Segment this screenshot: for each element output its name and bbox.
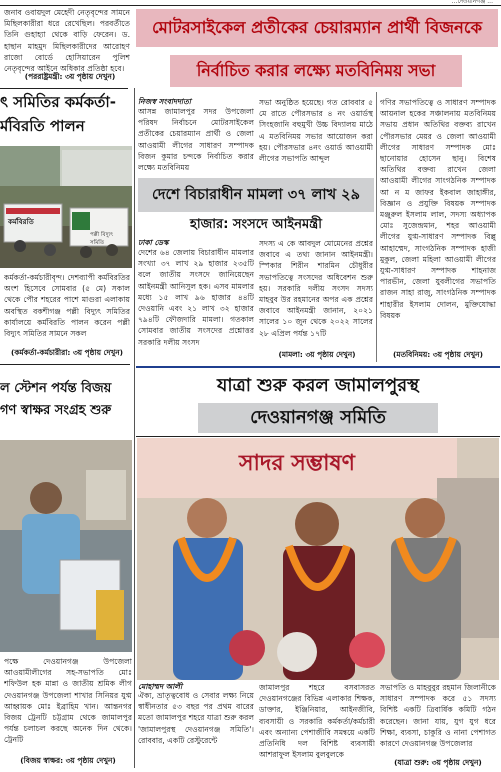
jatra-headline-line1: যাত্রা শুরু করল জামালপুরস্থ: [216, 375, 420, 396]
left-story-headline-line2: র্মবিরতি পালন: [0, 117, 85, 135]
left-story-headline-line1: ৎ সমিতির কর্মকর্তা-: [0, 93, 116, 111]
page-header: [0, 0, 501, 6]
left-photo-illustration: [0, 146, 132, 268]
case-byline: ঢাকা ডেস্ক: [138, 238, 169, 247]
candidate-col3: গণির সভাপতিত্বে ও সাধারণ সম্পাদক আয়নাল হকের সঞ্চালনায় মতবিনিময় সভায় প্রধান অতিথির বক্তব্য রাখেন পৌরসভার মেয়র ও জেলা আওয়ামী লীগের সাধারণ সম্পাদক মোঃ ছানোয়ার হোসেন ছানু। বিশেষ অতিথির বক্তব্য রাখেন জেলা আওয়ামী লীগের সাংগঠনিক সম্পাদক আ ন ম জাফর ইকবাল জাহাঙ্গীর, বিজ্ঞান ও প্রযুক্তি বিষয়ক সম্পাদক মঞ্জুরুল ইসলাম লাল, সদস্য অধ্যাপক মোঃ সুজেন্দ্রমান, শহর আওয়ামী লীগের যুগ্ম-সাধারণ সম্পাদক বিল্লু আহাম্মেদ, সাংগঠনিক সম্পাদক হাজী মুকুল, জেলা মহিলা আওয়ামী লীগের যুগ্ম-সাধারণ সম্পাদক শাহনাজ পারভীন, জেলা যুবলীগের সভাপতি রাজন সাহা রাজু, সাংগঠনিক সম্পাদক শাহারীর ইসলাম দোলন, মুক্তিযোদ্ধা বিষয়ক: [380, 98, 496, 320]
candidate-col2: সভা অনুষ্ঠিত হয়েছে। গত রোববার ৫ মে রাতে পৌরসভার ৪ নং ওয়ার্ডস্থ সিংহজানি বহুমুখী উচ্চ বিদ্যালয় মাঠে এ মতবিনিময় সভার আয়োজন করা হয়। পৌরসভার ৪নং ওয়ার্ড আওয়ামী লীগের সভাপতি আব্দুল: [259, 98, 373, 164]
top-left-text: জনাব ওবায়দুল মেহেদী নেতৃবৃন্দের সামনে মিছিলকারীরা ধরে রেখেছিল। পরবর্তীতে তিনি গুহাহ্যা থেকে বাড়ি ফেরেন। ড. হাছান মাহমুদ মিছিলকারীদের আরোহণ রাজো বোর্ডে হোসিয়ারেন পুলিশ নেতৃবৃন্দের আইনে অধিকার প্রতিষ্ঠা হবে।: [4, 8, 130, 74]
left-story-continued: (কর্মকর্তা-কর্মচারীরা: ৩য় পৃষ্ঠায় দেখুন): [10, 348, 124, 357]
station-photo-illustration: [0, 440, 132, 652]
top-headline-line1: মোটরসাইকেল প্রতীকের চেয়ারম্যান প্রার্থী বিজনকে: [136, 9, 498, 47]
case-subhead: হাজার: সংসদে আইনমন্ত্রী: [190, 217, 322, 232]
left-photo-sign2: পল্লী বিদ্যুৎ সমিতি: [90, 232, 114, 246]
case-col1: দেশের ৬৪ জেলায় বিচারাধীন মামলার সংখ্যা ৩৭ লাখ ২৯ হাজার ২৩৫টি বলে জাতীয় সংসদে জানিয়েছেন আইনমন্ত্রী আনিসুল হক। এসব মামলার মধ্যে ১৫ লাখ ৯৬ হাজার ৪৪টি দেওয়ানি এবং ২১ লাখ ৩২ হাজার ৭৯৪টি ফৌজদারি মামলা। গতকাল সোমবার জাতীয় সংসদের প্রশ্নোত্তর সরকারি দলীয় সংসদ: [138, 248, 254, 347]
jatra-headline: [136, 369, 500, 435]
jatra-col2: জামালপুর শহরে বসবাসরত দেওয়ানগঞ্জের বিভিন্ন এলাকার শিক্ষক, ডাক্তার, ইঞ্জিনিয়ার, আইনজীবি, ব্যবসায়ী ও সরকারি কর্মকর্তা/কর্মচারী এবং অন্যান্য পেশাজীবি সমন্বয়ে একটি প্রতিনিধি দল বিশিষ্ট ব্যবসায়ী আশরাফুল ইসলাম বুলবুলকে: [259, 683, 375, 760]
candidate-continued: (মতবিনিময়: ৩য় পৃষ্ঠায় দেখুন): [393, 350, 483, 359]
top-headline: [136, 9, 498, 89]
left-story-photo: [0, 146, 132, 268]
jatra-photo-banner: সাদর সম্ভাষণ: [239, 451, 355, 476]
case-continued: (মামলা: ৩য় পৃষ্ঠায় দেখুন): [278, 350, 356, 359]
jatra-col3: সভাপতি ও মাহবুবুর রহমান জিলানীকে সাধারণ সম্পাদক করে ৫১ সদস্য বিশিষ্ট একটি ত্রিবার্ষিক কমিটি গঠন করেছেন। জানা যায়, যুগ যুগ ধরে শিক্ষা, ব্যবসা, চাকুরি ও নানা পেশাগত কারণে দেওয়ানগঞ্জ উপজেলার: [380, 683, 496, 749]
station-story-photo: [0, 440, 132, 652]
candidate-col1: আসন্ন জামালপুর সদর উপজেলা পরিষদ নির্বাচনে মোটরসাইকেল প্রতীকের চেয়ারম্যান প্রার্থী ও জেলা আওয়ামী লীগের সাধারণ সম্পাদক বিজন কুমার চন্দকে নির্বাচিত করার লক্ষ্যে মতবিনিময়: [138, 107, 254, 173]
left-photo-sign1: কর্মবিরতি: [8, 218, 34, 226]
top-left-continued: (পররাষ্ট্রমন্ত্রী: ৩য় পৃষ্ঠায় দেখুন): [24, 72, 116, 81]
jatra-photo: [137, 438, 499, 680]
case-headline: দেশে বিচারাধীন মামলা ৩৭ লাখ ২৯: [138, 178, 374, 212]
station-story-headline: [0, 378, 132, 434]
station-headline-line1: ল স্টেশন পর্যন্ত বিজয়: [0, 381, 112, 396]
station-story-continued: (বিজয় স্বাক্ষর: ৩য় পৃষ্ঠায় দেখুন): [20, 756, 116, 765]
left-story-headline: [0, 90, 130, 144]
jatra-col1: ঐক্য, ভ্রাতৃত্ববোধ ও সেবার লক্ষ্য নিয়ে স্বাধীনতার ৫৩ বছর পর প্রথম বারের মতো জামালপুর শহরে যাত্রা শুরু করল 'জামালপুরস্থ দেওয়ানগঞ্জ সমিতি'। রোববার, একটি রেস্টুরেন্টে: [138, 691, 254, 745]
jatra-byline: মোহাম্মদ আলী: [138, 682, 183, 691]
station-story-text: পক্ষে দেওয়ানগঞ্জ উপজেলা আওয়ামীলীগের সহ-সভাপতি মোঃ শফিউল হক মান্না ও জাতীয় শ্রমিক লীগ দেওয়ানগঞ্জ উপজেলা শাখার সিনিয়র যুগ্ম আহ্বায়ক মোঃ ইব্রাহিম খান। আন্তনগর বিজয় ট্রেনটি চট্টগ্রাম থেকে জামালপুর পর্যন্ত চলাচল করছে অনেক দিন থেকে। ট্রেনটি: [4, 657, 132, 745]
top-headline-line2: নির্বাচিত করার লক্ষ্যে মতবিনিময় সভা: [170, 55, 462, 87]
case-col2: সদস্য এ কে আবদুল মোমেনের প্রশ্নের জবাবে এ তথ্য জানান আইনমন্ত্রী। স্পিকার শিরীন শারমিন চৌধুরীর সভাপতিত্বে সংসদের অধিবেশন শুরু হয়। সরকারি দলীয় সংসদ সদস্য মাহবুব উর রহমানের অপর এক প্রশ্নের জবাবে আইনমন্ত্রী জানান, ২০২১ সালের ১০ জুন থেকে ২০২২ সালের ২৮ এপ্রিল পর্যন্ত ১৭টি: [259, 239, 373, 338]
jatra-continued: (যাত্রা শুরু: ৩য় পৃষ্ঠায় দেখুন): [394, 758, 482, 767]
header-date: ...দেওয়ানগঞ্জ ...: [451, 0, 493, 5]
jatra-headline-line2: দেওয়ানগঞ্জ সমিতি: [198, 403, 438, 433]
candidate-byline: নিজস্ব সংবাদদাতা: [138, 97, 191, 106]
left-story-text: কর্মকর্তা-কর্মচারীবৃন্দ। দেশব্যাপী কর্মবিরতির অংশ হিসেবে সোমবার (৫ মে) সকাল থেকে পৌর শহরের পাশে মাগুরা এলাকায় অবস্থিত বকশীগঞ্জ পল্লী বিদ্যুৎ সমিতির কার্যালয়ে কর্মবিরতি পালন করেন পল্লী বিদ্যুৎ সমিতির সামনে সকল: [4, 273, 130, 339]
station-headline-line2: গণ স্বাক্ষর সংগ্রহ শুরু: [0, 403, 112, 418]
